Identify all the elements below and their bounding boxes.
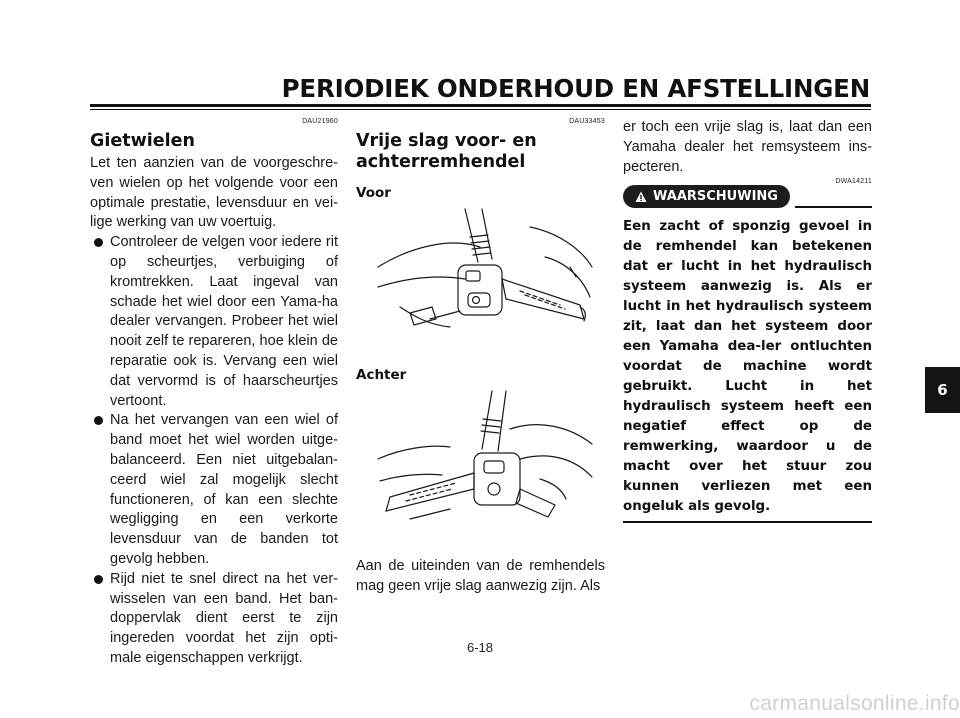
list-item-text: Na het vervangen van een wiel of band moet het wiel worden uitge-balanceerd. Een niet uitgebalan-ceerd wiel zal mogelijk slecht functioneren, of kan een slechte wegligging en een verkorte levensduur van de banden tot gevolg hebben. — [110, 412, 338, 567]
warning-icon — [635, 191, 647, 203]
section-code: DAU33453 — [569, 118, 605, 125]
list-item-text: Rijd niet te snel direct na het ver-wisselen van een band. Het ban-doppervlak dient eerst te zijn ingereden voordat het zijn opti-male eigenschappen verkrijgt. — [110, 570, 338, 666]
column-warning — [623, 118, 872, 523]
column-remhendel — [356, 118, 605, 597]
front-brake-lever-illustration — [370, 207, 596, 357]
warning-header — [623, 185, 872, 211]
warning-rule — [795, 206, 872, 208]
label-rear: Achter — [356, 367, 407, 383]
warning-end-rule — [623, 521, 872, 523]
header-rule-thin — [90, 109, 871, 110]
header-rule — [90, 104, 871, 107]
list-item — [90, 411, 338, 569]
section-title-remhendel: Vrije slag voor- en achterremhendel — [356, 131, 537, 172]
section-code: DAU21960 — [302, 118, 338, 125]
warning-text: Een zacht of sponzig gevoel in de remhendel kan betekenen dat er lucht in het hydraulisch systeem aanwezig is. Als er lucht in het hydraulisch systeem zit, laat dan het systeem door een Yamaha dea-ler ontluchten voordat de machine wordt gebruikt. Lucht in het hydraulisch systeem heeft een negatief effect op de remwerking, waardoor u de macht over het stuur zou kunnen verliezen met een ongeluk als gevolg. — [623, 219, 872, 515]
bullet-list — [90, 233, 338, 669]
rear-brake-lever-illustration — [370, 389, 596, 539]
watermark: carmanualsonline.info — [749, 692, 960, 715]
list-item — [90, 233, 338, 411]
label-front: Voor — [356, 185, 391, 201]
page-header-title: PERIODIEK ONDERHOUD EN AFSTELLINGEN — [281, 74, 870, 103]
warning-badge — [623, 185, 790, 208]
column-gietwielen — [90, 118, 338, 669]
warning-label: WAARSCHUWING — [653, 189, 778, 205]
bullet-icon — [94, 238, 103, 247]
bullet-icon — [94, 575, 103, 584]
section-title-gietwielen: Gietwielen — [90, 131, 195, 151]
continued-paragraph: er toch een vrije slag is, laat dan een Yamaha dealer het remsysteem ins-pecteren. — [623, 119, 872, 175]
page-number: 6-18 — [466, 640, 494, 655]
intro-paragraph: Let ten aanzien van de voorgeschre-ven wielen op het volgende voor een optimale prestatie, levensduur en vei-lige werking van uw voertuig. — [90, 155, 338, 231]
warning-code: DWA14211 — [835, 178, 872, 186]
chapter-tab: 6 — [925, 367, 960, 413]
bullet-icon — [94, 416, 103, 425]
list-item-text: Controleer de velgen voor iedere rit op scheurtjes, verbuiging of kromtrekken. Laat ingeval van schade het wiel door een Yama-ha dealer vervangen. Probeer het wiel nooit zelf te repareren, hoe klein de reparatie ook is. Vervang een wiel dat vervormd is of haarscheurtjes vertoont. — [110, 234, 338, 409]
free-play-paragraph: Aan de uiteinden van de remhendels mag geen vrije slag aanwezig zijn. Als — [356, 558, 605, 594]
